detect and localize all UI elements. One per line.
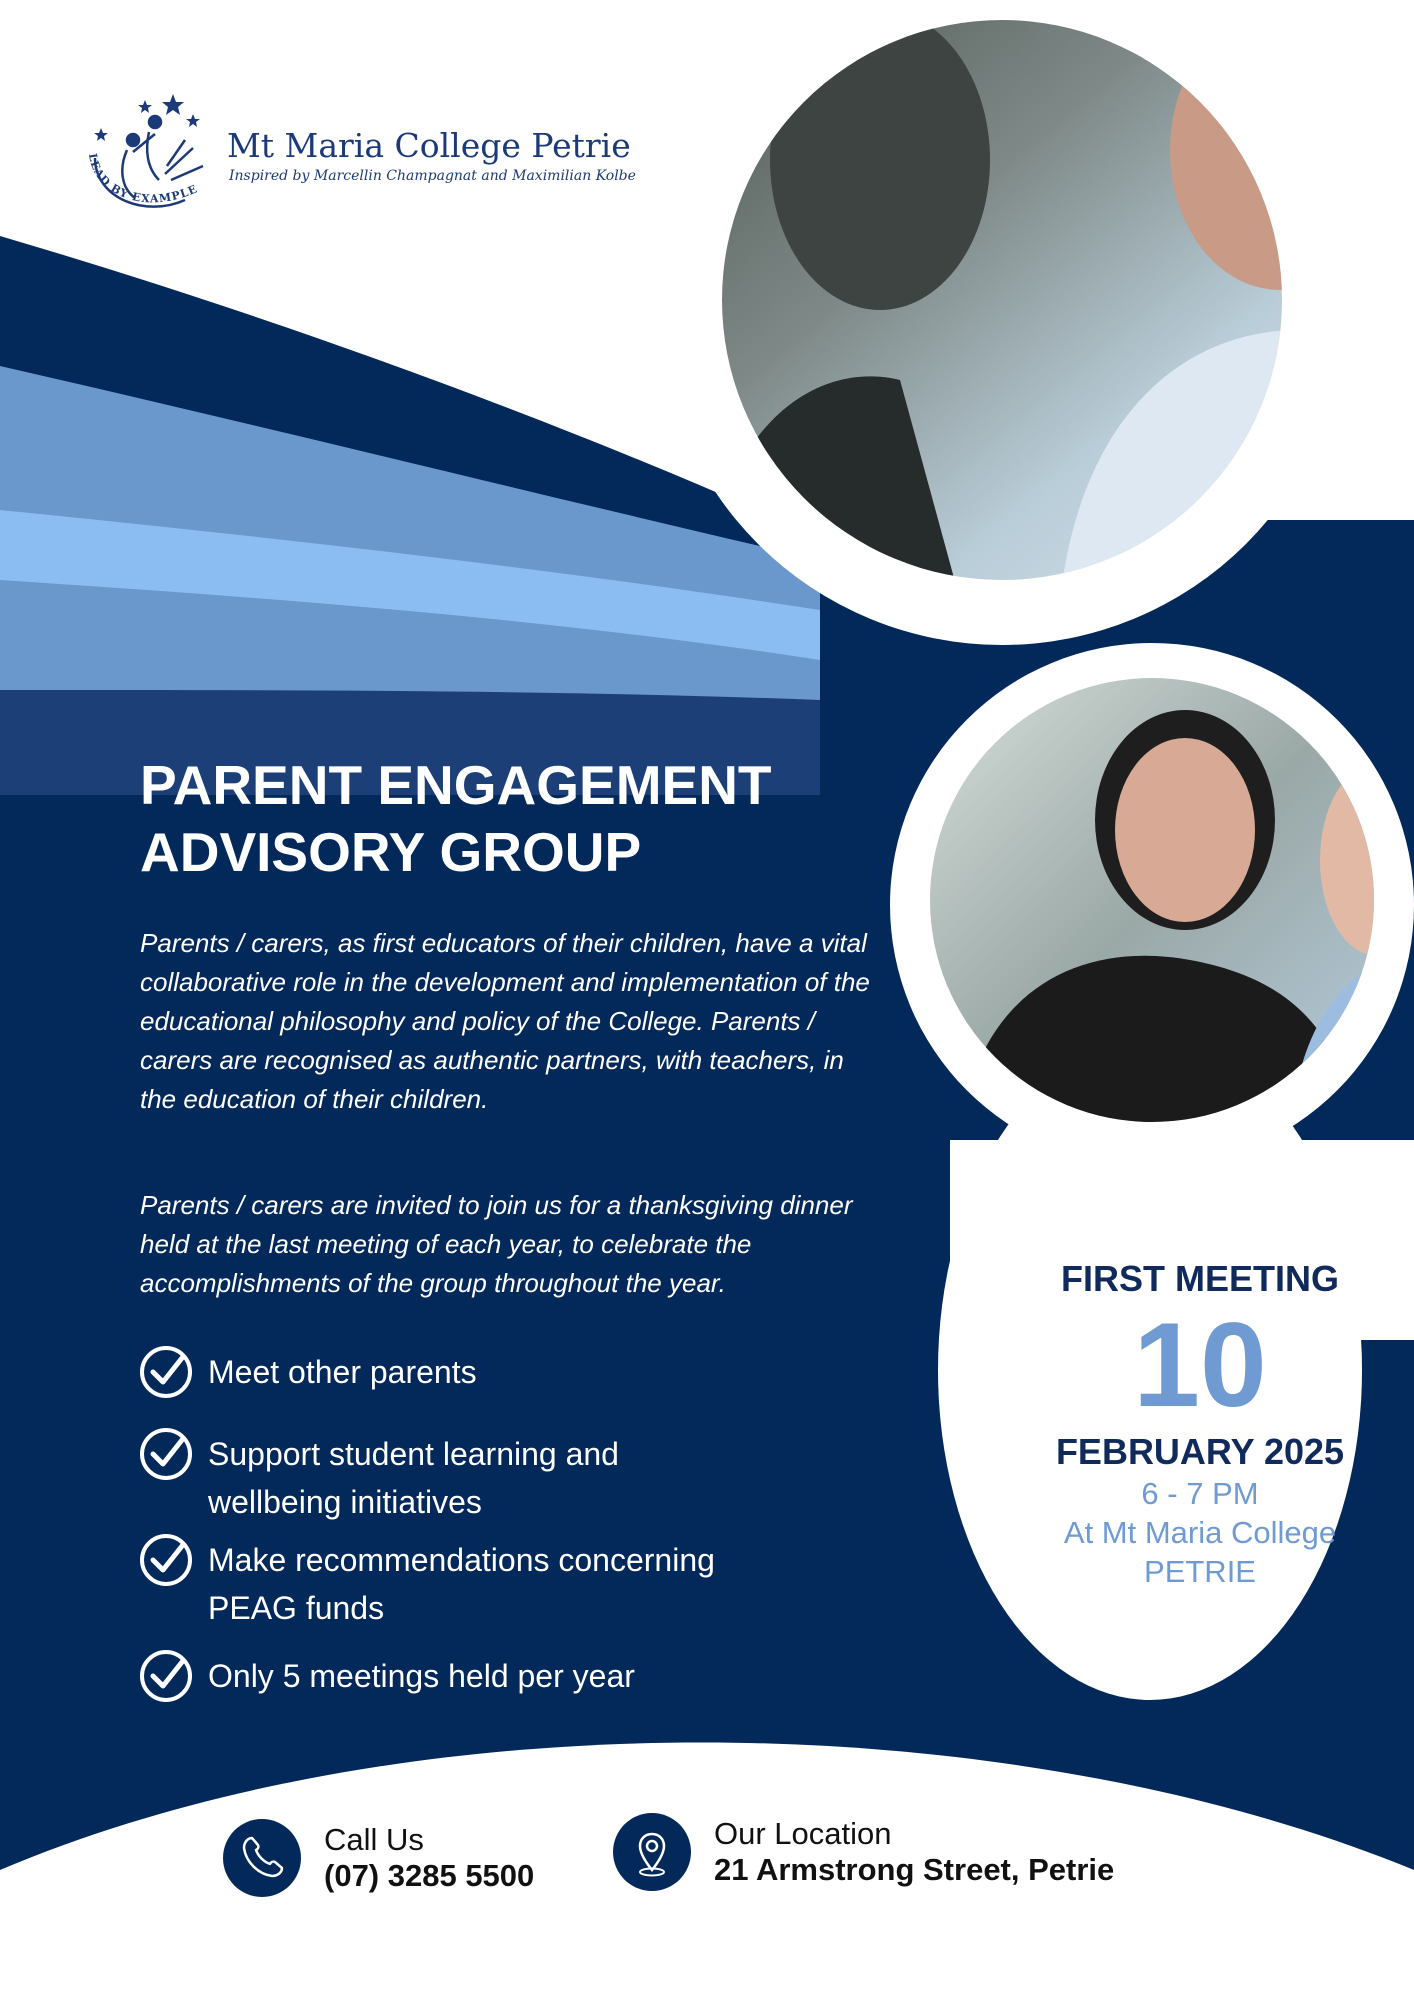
- checkmark-circle-icon: [138, 1344, 194, 1400]
- school-tagline: Inspired by Marcellin Champagnat and Maximilian Kolbe: [229, 168, 636, 184]
- benefit-text-continued: PEAG funds: [208, 1590, 385, 1626]
- location-address[interactable]: 21 Armstrong Street, Petrie: [714, 1852, 1115, 1887]
- call-us-label: Call Us: [324, 1822, 424, 1857]
- meeting-month-year: FEBRUARY 2025: [1055, 1431, 1345, 1472]
- location-contact[interactable]: [612, 1812, 1114, 1892]
- benefit-item: [138, 1648, 635, 1704]
- location-label: Our Location: [714, 1816, 892, 1851]
- benefit-text-continued: wellbeing initiatives: [208, 1484, 482, 1520]
- benefit-text: Make recommendations concerning: [208, 1542, 715, 1578]
- svg-text:LEAD BY EXAMPLE: [86, 152, 200, 205]
- benefit-item: [138, 1426, 619, 1526]
- title-line-1: PARENT ENGAGEMENT: [140, 754, 772, 816]
- phone-number[interactable]: (07) 3285 5500: [324, 1858, 535, 1893]
- benefit-item: [138, 1532, 715, 1632]
- college-logo[interactable]: [75, 88, 635, 218]
- checkmark-circle-icon: [138, 1648, 194, 1704]
- page-title: [140, 752, 772, 886]
- call-us-contact[interactable]: [222, 1818, 534, 1898]
- intro-paragraph-1: Parents / carers, as first educators of their children, have a vital collaborative role in the development and implementation of the educational philosophy and policy of the College. Parents / carers are recognised as authentic partners, with teachers, in the education of their children.: [140, 928, 870, 1114]
- meeting-heading: FIRST MEETING: [1061, 1258, 1339, 1299]
- checkmark-circle-icon: [138, 1532, 194, 1588]
- benefit-text: Meet other parents: [208, 1354, 477, 1390]
- meeting-venue-line-2: PETRIE: [1144, 1554, 1256, 1589]
- title-line-2: ADVISORY GROUP: [140, 821, 642, 883]
- meeting-day: 10: [1133, 1298, 1267, 1432]
- school-name: Mt Maria College Petrie: [227, 126, 631, 165]
- benefit-text: Only 5 meetings held per year: [208, 1658, 635, 1694]
- meeting-details: [1020, 1258, 1380, 1591]
- motto-ring: [75, 88, 225, 218]
- school-motto: LEAD BY EXAMPLE: [85, 152, 200, 206]
- benefit-item: [138, 1344, 477, 1400]
- meeting-time: 6 - 7 PM: [1141, 1476, 1259, 1511]
- phone-icon: [222, 1818, 302, 1898]
- meeting-venue-line-1: At Mt Maria College: [1063, 1515, 1337, 1550]
- checkmark-circle-icon: [138, 1426, 194, 1482]
- map-pin-icon: [612, 1812, 692, 1892]
- intro-paragraph-2: Parents / carers are invited to join us for a thanksgiving dinner held at the last meeting of each year, to celebrate the accomplishments of the group throughout the year.: [140, 1190, 853, 1298]
- benefit-text: Support student learning and: [208, 1436, 619, 1472]
